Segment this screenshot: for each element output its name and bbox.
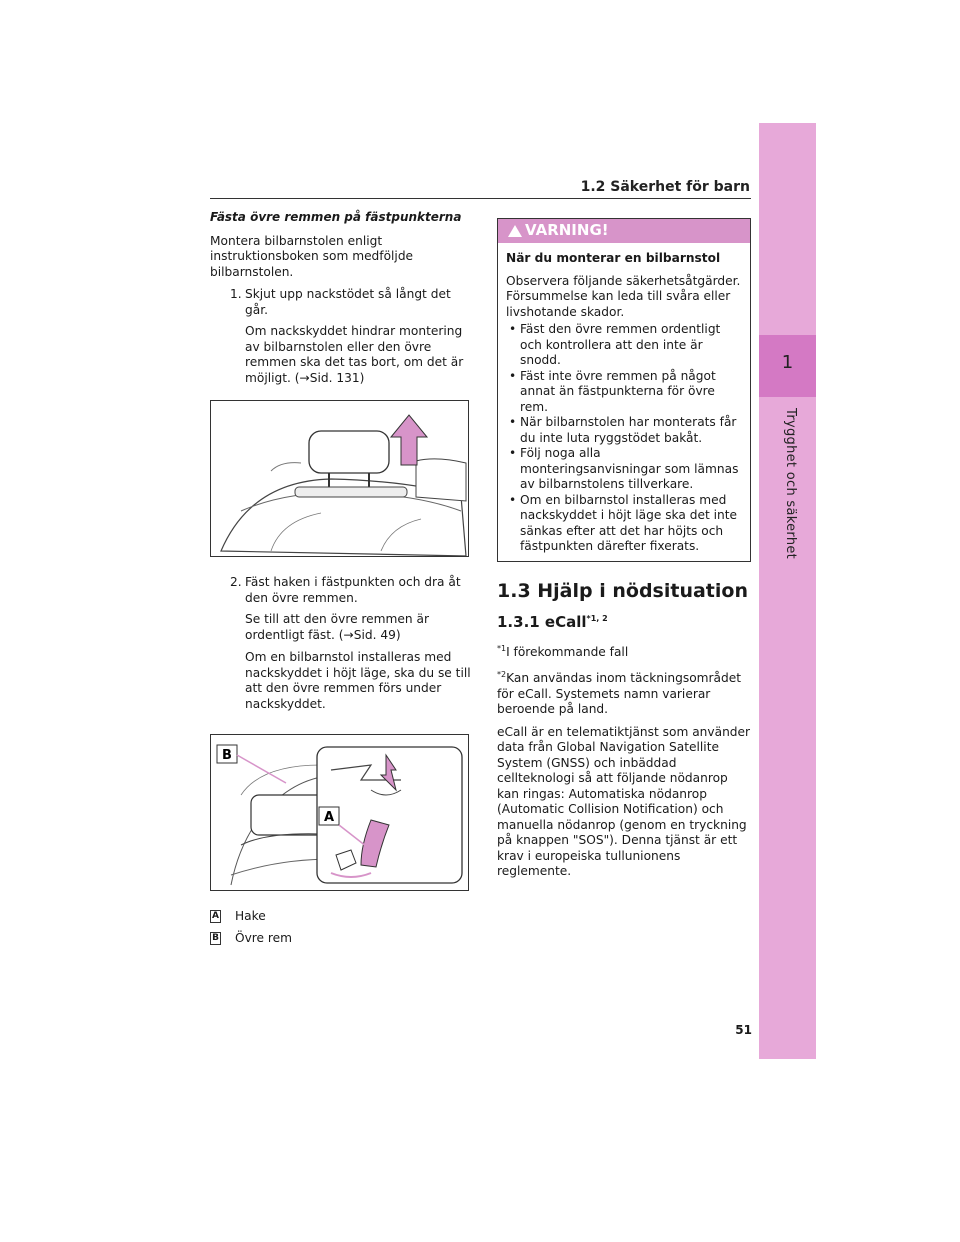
chapter-label: Trygghet och säkerhet (783, 408, 798, 560)
step-2-note-1: Se till att den övre remmen är ordentligt fäst. (→Sid. 49) (245, 612, 429, 642)
footnote-text: I förekommande fall (506, 644, 629, 659)
chapter-number: 1 (781, 352, 794, 373)
step-1-note: Om nackskyddet hindrar montering av bilbarnstolen eller den övre remmen ska det tas bort, om det är möjligt. (→Sid. 131) (245, 324, 464, 385)
warning-box (497, 218, 751, 562)
section-heading: 1.3 Hjälp i nödsituation (497, 579, 748, 602)
step-1 (210, 287, 472, 318)
callout-b: B (222, 748, 232, 763)
warning-item: • Fäst den övre remmen ordentligt och kontrollera att den inte är snodd. (509, 322, 721, 367)
warning-item: • Fäst inte övre remmen på något annat än fästpunkterna för övre rem. (509, 368, 716, 414)
running-head: 1.2 Säkerhet för barn (580, 179, 750, 195)
warning-item: • När bilbarnstolen har monterats får du inte luta ryggstödet bakåt. (509, 415, 737, 445)
warning-item-text: Om en bilbarnstol installeras med nackskyddet i höjt läge ska det inte sänkas efter att det har höjts och fästpunkten därefter fixerats. (520, 492, 738, 553)
warning-item-text: Fäst den övre remmen ordentligt och kontrollera att den inte är snodd. (520, 322, 721, 367)
legend-text: Övre rem (235, 930, 293, 945)
warning-header (498, 219, 750, 243)
step-text: Skjut upp nackstödet så långt det går. (245, 287, 451, 317)
warning-item-text: När bilbarnstolen har monterats får du inte luta ryggstödet bakåt. (520, 415, 737, 445)
warning-item: • Om en bilbarnstol installeras med nackskyddet i höjt läge ska det inte sänkas efter att det har höjts och fästpunkten därefter fixerats. (509, 492, 738, 553)
warning-item-text: Följ noga alla monteringsanvisningar som lämnas av bilbarnstolens tillverkare. (520, 446, 739, 491)
section-subheading: Fästa övre remmen på fästpunkterna (210, 210, 462, 224)
page-number: 51 (735, 1023, 752, 1037)
legend-item (210, 931, 472, 947)
warning-intro: Observera följande säkerhetsåtgärder. Försummelse kan leda till svåra eller livshotande skador. (506, 273, 741, 319)
warning-title: När du monterar en bilbarnstol (506, 251, 721, 265)
footnote-2 (497, 667, 751, 718)
intro-paragraph: Montera bilbarnstolen enligt instruktionsboken som medföljde bilbarnstolen. (210, 233, 414, 279)
footnote-1 (497, 641, 751, 661)
ecall-description: eCall är en telematiktjänst som använder data från Global Navigation Satellite System (GNSS) och inbäddad cellteknologi så att följande nödanrop kan ringas: Automatiska nödanrop (Automatic Collision Notification) och manuella nödanrop (genom en tryckning på knappen "SOS"). Denna tjänst är ett krav i europeiska tullunionens reglemente. (497, 724, 751, 879)
step-number: 2. (230, 575, 242, 589)
headrest-drawing (211, 401, 468, 556)
warning-body (498, 243, 750, 561)
footnote-mark: *1 (497, 643, 507, 653)
step-2-note-2: Om en bilbarnstol installeras med nackskyddet i höjt läge, ska du se till att den övre remmen förs under nackskyddet. (245, 650, 471, 711)
legend-item (210, 909, 472, 925)
left-column (210, 210, 472, 952)
warning-label: VARNING! (525, 221, 609, 240)
right-column (497, 218, 751, 887)
footnote-text: Kan användas inom täckningsområdet för eCall. Systemets namn varierar beroende på land. (497, 671, 742, 717)
callout-a: A (323, 810, 335, 825)
subsection-title: 1.3.1 eCall (497, 613, 587, 631)
footnote-marks: *1, 2 (586, 614, 608, 623)
legend-key: A (210, 910, 221, 923)
legend-key: B (210, 932, 221, 945)
warning-item: • Följ noga alla monteringsanvisningar som lämnas av bilbarnstolens tillverkare. (509, 446, 739, 491)
subsection-heading (497, 611, 751, 631)
step-number: 1. (230, 287, 242, 301)
warning-triangle-icon (508, 225, 522, 237)
headrest-illustration (210, 400, 469, 557)
tether-drawing (211, 735, 468, 890)
legend-text: Hake (235, 909, 266, 923)
header-rule (210, 198, 751, 199)
warning-item-text: Fäst inte övre remmen på något annat än fästpunkterna för övre rem. (520, 368, 716, 414)
step-text: Fäst haken i fästpunkten och dra åt den övre remmen. (245, 575, 461, 605)
step-2 (210, 575, 472, 606)
footnote-mark: *2 (497, 670, 507, 680)
tether-strap-illustration (210, 734, 469, 891)
